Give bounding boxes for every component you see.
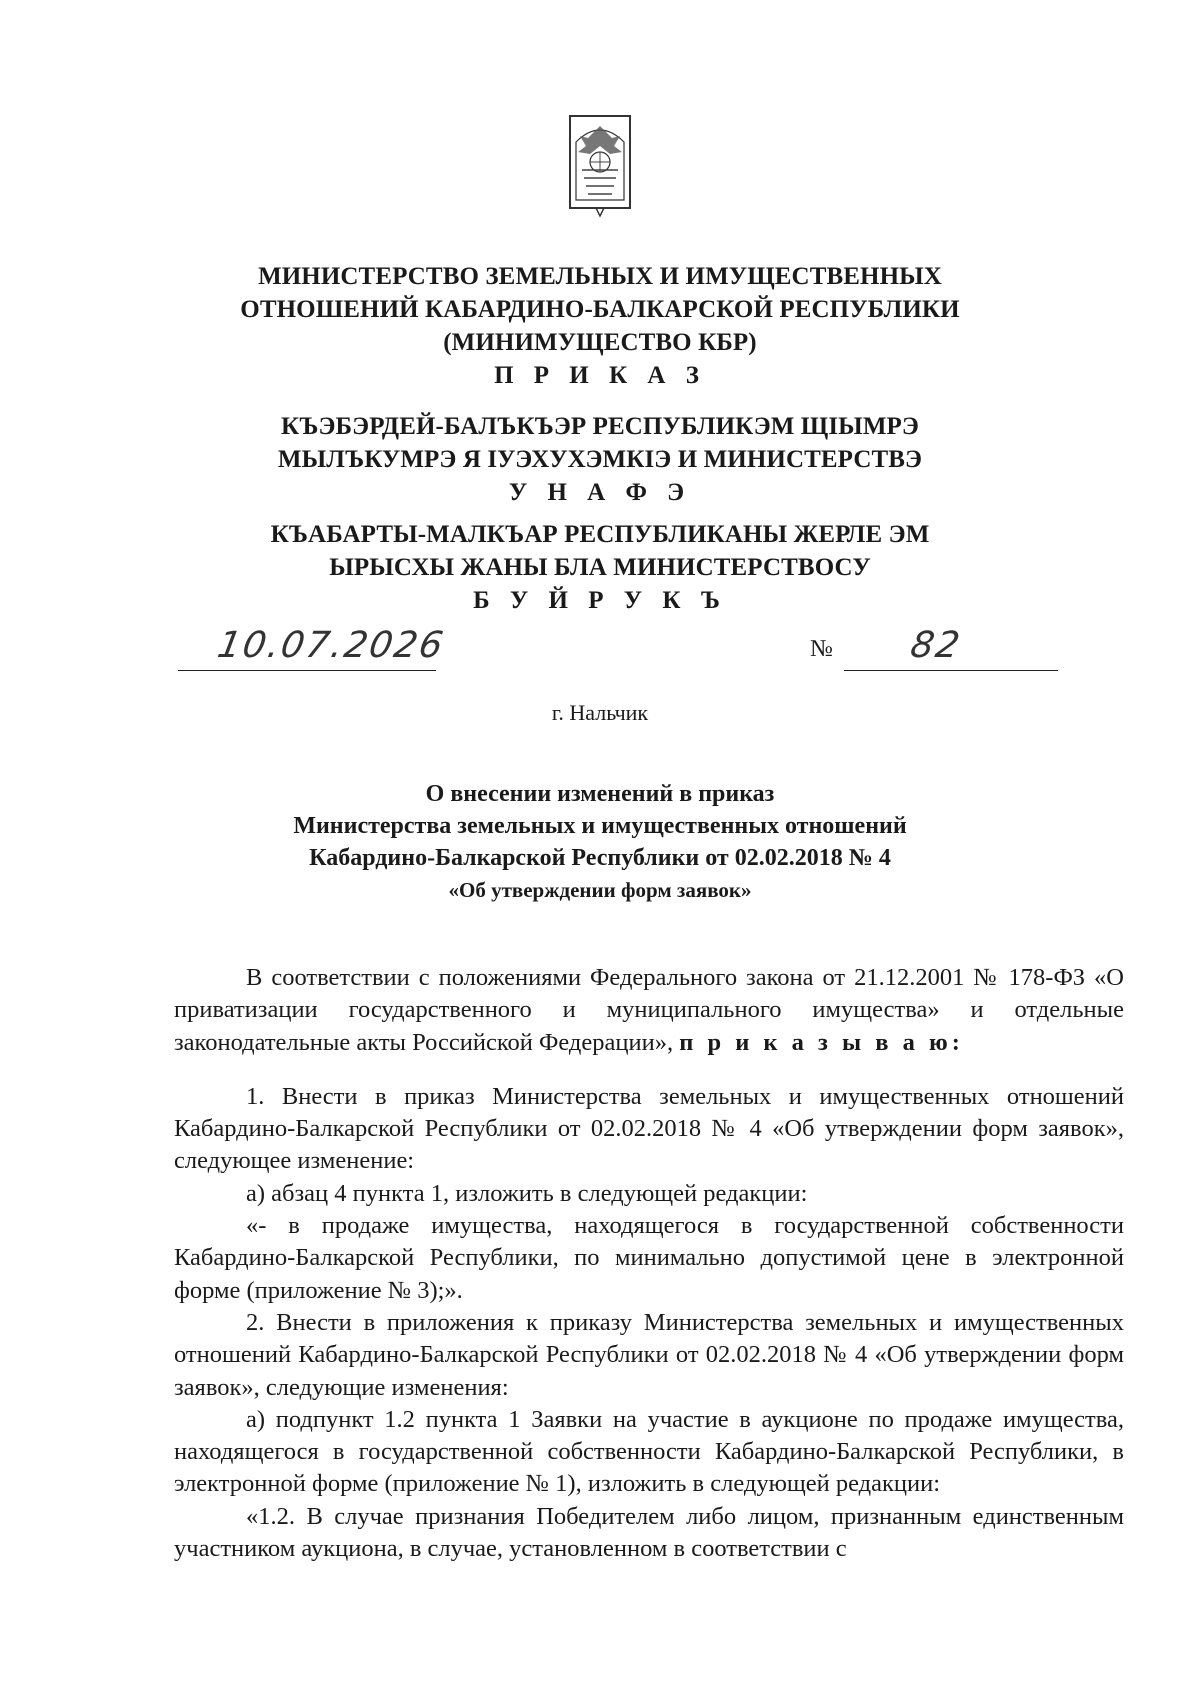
ministry-kab-line1: КЪЭБЭРДЕЙ-БАЛЪКЪЭР РЕСПУБЛИКЭМ ЩIЫМРЭ: [281, 413, 919, 440]
ministry-ru-short: (МИНИМУЩЕСТВО КБР): [443, 329, 757, 356]
order-title: [0, 778, 1200, 906]
order-ru-heading: П Р И К А З: [494, 362, 706, 389]
ministry-name-bal: [0, 518, 1200, 617]
ministry-bal-line1: КЪАБАРТЫ-МАЛКЪАР РЕСПУБЛИКАНЫ ЖЕРЛЕ ЭМ: [270, 521, 930, 548]
order-number-label: №: [810, 636, 833, 662]
intro-paragraph: [174, 962, 1124, 1059]
order-body: [174, 962, 1124, 1565]
ministry-name-kab: [0, 410, 1200, 509]
paragraph-2a-text: «1.2. В случае признания Победителем либо лицом, признанным единственным участником аукциона, в случае, установленном в соответствии с: [174, 1502, 1124, 1563]
paragraph-1: 1. Внести в приказ Министерства земельных и имущественных отношений Кабардино-Балкарской Республики от 02.02.2018 № 4 «Об утверждении форм заявок», следующее изменение:: [174, 1082, 1124, 1175]
order-title-line3: Кабардино-Балкарской Республики от 02.02.2018 № 4: [309, 845, 891, 871]
ministry-kab-line2: МЫЛЪКУМРЭ Я IУЭХУХЭМКIЭ И МИНИСТЕРСТВЭ: [277, 446, 923, 473]
order-title-line1: О внесении изменений в приказ: [425, 781, 775, 807]
ministry-name-ru: [0, 260, 1200, 392]
order-title-line2: Министерства земельных и имущественных отношений: [293, 813, 907, 839]
paragraph-1a: а) абзац 4 пункта 1, изложить в следующей редакции:: [246, 1179, 808, 1207]
intro-order-word: п р и к а з ы в а ю:: [679, 1028, 964, 1056]
order-date-handwritten: 10.07.2026: [214, 625, 448, 666]
order-date-field: [178, 625, 448, 671]
order-number-field: [844, 626, 1058, 671]
order-city: г. Нальчик: [551, 700, 649, 725]
ministry-ru-line1: МИНИСТЕРСТВО ЗЕМЕЛЬНЫХ И ИМУЩЕСТВЕННЫХ: [258, 263, 942, 290]
coat-of-arms-emblem: [566, 112, 634, 220]
ministry-bal-line2: ЫРЫСХЫ ЖАНЫ БЛА МИНИСТЕРСТВОСУ: [329, 554, 871, 581]
paragraph-2: 2. Внести в приложения к приказу Министерства земельных и имущественных отношений Кабардино-Балкарской Республики от 02.02.2018 № 4 «Об утверждении форм заявок», следующие изменения:: [174, 1308, 1124, 1401]
order-bal-heading: Б У Й Р У К Ъ: [473, 587, 727, 614]
paragraph-2a: а) подпункт 1.2 пункта 1 Заявки на участие в аукционе по продаже имущества, находящегося в государственной собственности Кабардино-Балкарской Республики, в электронной форме (приложение № 1), изложить в следующей редакции:: [174, 1405, 1124, 1498]
order-kab-heading: У Н А Ф Э: [508, 479, 692, 506]
order-number-handwritten: 82: [907, 625, 965, 666]
paragraph-1a-text: «- в продаже имущества, находящегося в государственной собственности Кабардино-Балкарской Республики, по минимально допустимой цене в электронной форме (приложение № 3);».: [174, 1212, 1124, 1304]
intro-text: В соответствии с положениями Федерального закона от 21.12.2001 № 178-ФЗ «О приватизации государственного и муниципального имущества» и отдельные законодательные акты Российской Федерации»,: [174, 964, 1124, 1056]
ministry-ru-line2: ОТНОШЕНИЙ КАБАРДИНО-БАЛКАРСКОЙ РЕСПУБЛИКИ: [240, 296, 960, 323]
order-title-line4: «Об утверждении форм заявок»: [448, 878, 752, 902]
